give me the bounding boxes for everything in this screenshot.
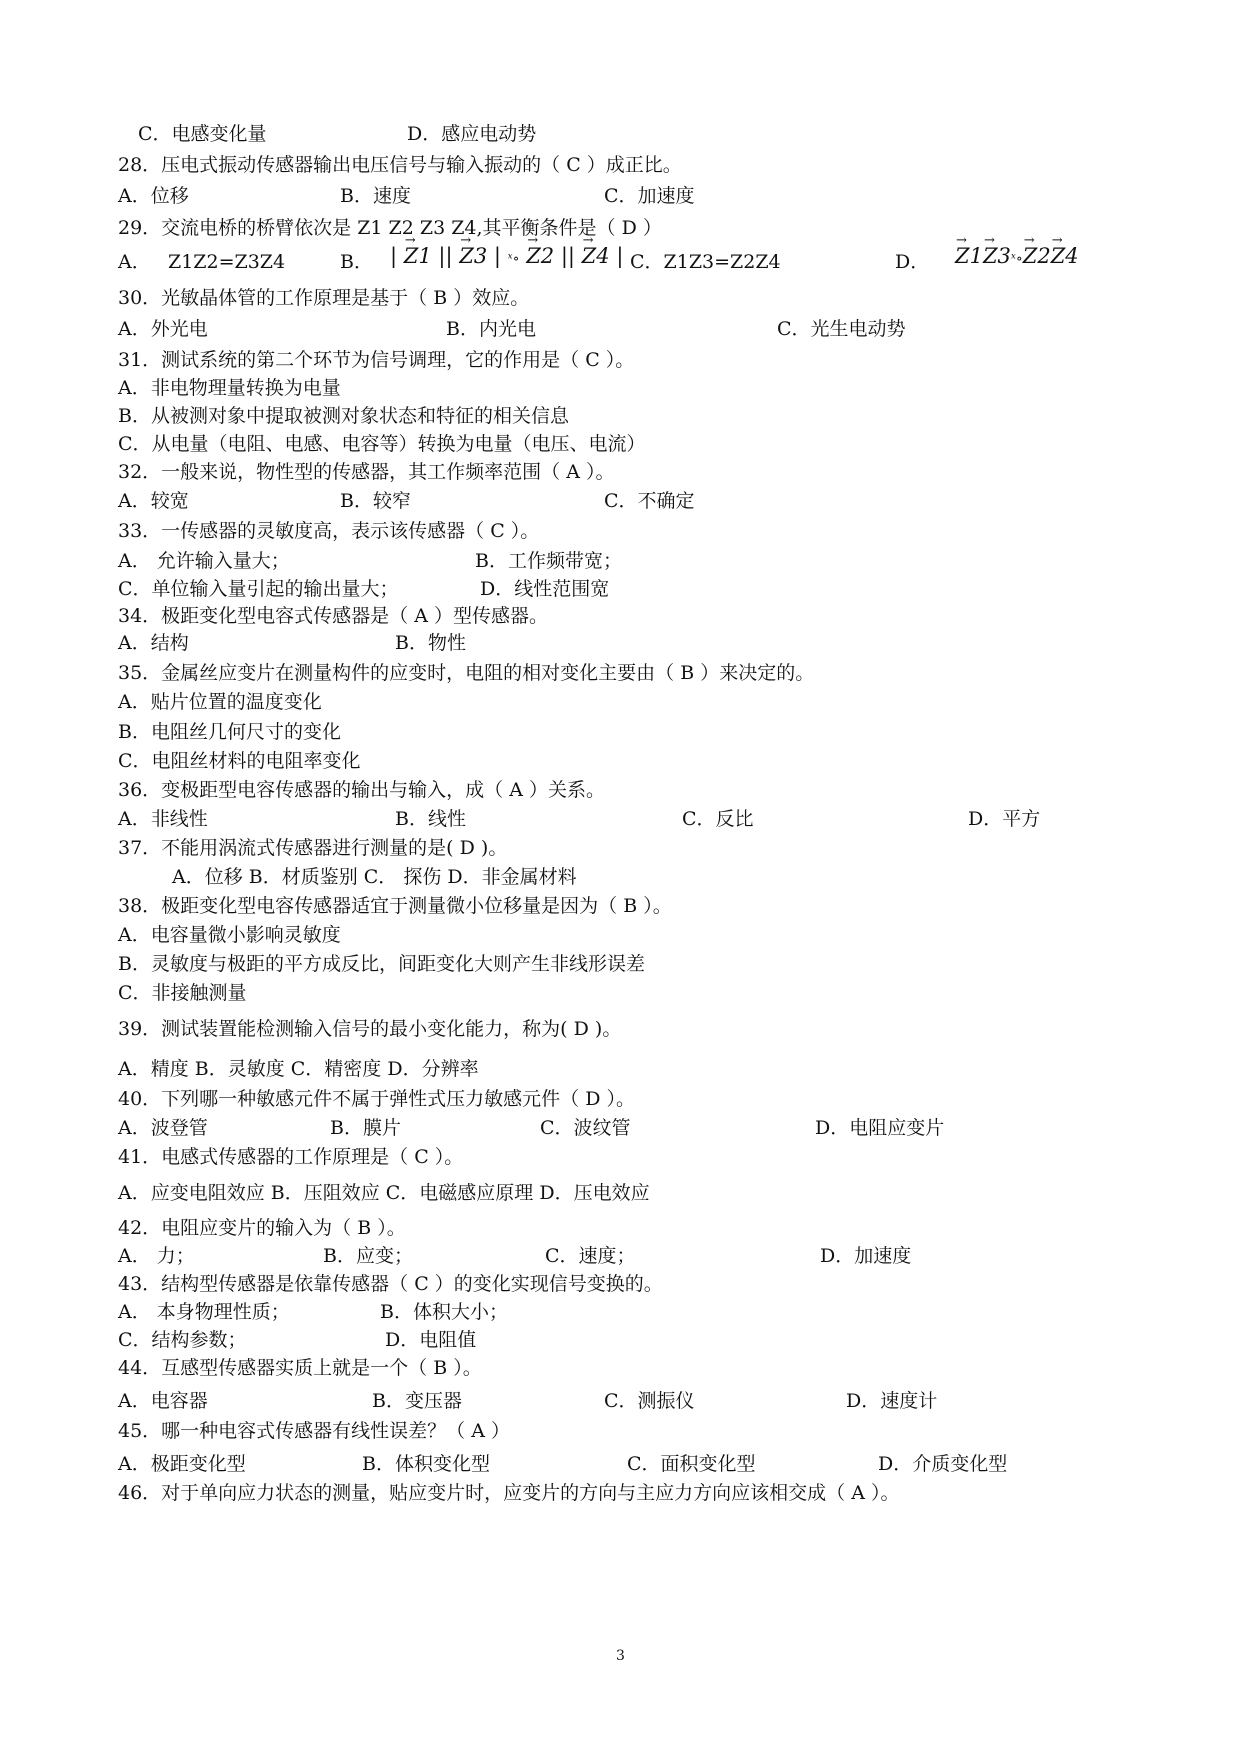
text-line xyxy=(0,118,1241,150)
text-segment: C．加速度 xyxy=(604,185,695,207)
text-segment: C．电阻丝材料的电阻率变化 xyxy=(118,750,361,772)
text-segment: 43．结构型传感器是依靠传感器（ C ）的变化实现信号变换的。 xyxy=(118,1273,663,1295)
text-segment: C．单位输入量引起的输出量大； xyxy=(118,578,399,600)
text-segment: 46．对于单向应力状态的测量，贴应变片时，应变片的方向与主应力方向应该相交成（ A ）。 xyxy=(118,1482,900,1504)
text-line xyxy=(0,313,1241,345)
text-line xyxy=(0,1083,1241,1115)
text-segment: A． 力； xyxy=(118,1245,195,1267)
text-line xyxy=(0,180,1241,212)
text-segment: A． 本身物理性质； xyxy=(118,1301,290,1323)
text-segment: C．光生电动势 xyxy=(777,318,906,340)
vector-z4: → Z4 xyxy=(582,240,610,272)
text-segment: 32．一般来说，物性型的传感器，其工作频率范围（ A ）。 xyxy=(118,461,615,483)
text-segment: B．线性 xyxy=(395,808,466,830)
parallel-bar: || xyxy=(438,244,453,268)
text-line xyxy=(0,1448,1241,1480)
text-segment: D．平方 xyxy=(968,808,1041,830)
vector-z4: → Z4 xyxy=(1051,240,1079,272)
text-line xyxy=(0,919,1241,951)
text-segment: B．体积大小； xyxy=(380,1301,508,1323)
abs-bar: | xyxy=(390,244,398,268)
text-segment: B．物性 xyxy=(395,632,466,654)
text-segment: 29．交流电桥的桥臂依次是 Z1 Z2 Z3 Z4,其平衡条件是（ D ） xyxy=(118,217,662,239)
text-segment: A．应变电阻效应 B．压阻效应 C．电磁感应原理 D．压电效应 xyxy=(118,1182,650,1204)
text-segment: B．工作频带宽； xyxy=(475,550,622,572)
text-segment: 42．电阻应变片的输入为（ B ）。 xyxy=(118,1217,406,1239)
text-line xyxy=(0,890,1241,922)
abs-bar: | xyxy=(493,244,501,268)
text-segment: D．感应电动势 xyxy=(407,123,537,145)
text-segment: C．波纹管 xyxy=(540,1117,631,1139)
text-segment: C．电感变化量 xyxy=(138,123,267,145)
text-line xyxy=(0,1352,1241,1384)
text-line xyxy=(0,774,1241,806)
text-segment: C．结构参数； xyxy=(118,1329,247,1351)
text-segment: 30．光敏晶体管的工作原理是基于（ B ）效应。 xyxy=(118,287,530,309)
text-segment: B．速度 xyxy=(340,185,411,207)
text-line xyxy=(0,515,1241,547)
text-line xyxy=(0,149,1241,181)
text-segment: B．内光电 xyxy=(446,318,536,340)
text-segment: D．电阻应变片 xyxy=(815,1117,945,1139)
text-segment: 45．哪一种电容式传感器有线性误差？（ A ） xyxy=(118,1420,510,1442)
text-line xyxy=(0,1112,1241,1144)
text-segment: A．极距变化型 xyxy=(118,1453,246,1475)
text-segment: B．电阻丝几何尺寸的变化 xyxy=(118,721,341,743)
text-segment: A．波登管 xyxy=(118,1117,208,1139)
text-segment: A．非线性 xyxy=(118,808,208,830)
text-segment: D．加速度 xyxy=(820,1245,912,1267)
text-segment: C．非接触测量 xyxy=(118,982,247,1004)
text-line xyxy=(0,1415,1241,1447)
text-segment: B．从被测对象中提取被测对象状态和特征的相关信息 xyxy=(118,405,569,427)
text-line xyxy=(0,456,1241,488)
text-segment: 38．极距变化型电容传感器适宜于测量微小位移量是因为（ B ）。 xyxy=(118,895,672,917)
vector-z3: → Z3 xyxy=(983,240,1011,272)
text-segment: 34．极距变化型电容式传感器是（ A ）型传感器。 xyxy=(118,605,548,627)
vector-z1: → Z1 xyxy=(955,240,983,272)
q29-option-b-formula xyxy=(390,240,623,275)
text-segment: C．测振仪 xyxy=(604,1390,695,1412)
text-segment: A．贴片位置的温度变化 xyxy=(118,691,322,713)
abs-bar: | xyxy=(616,244,624,268)
text-segment: A．位移 B．材质鉴别 C． 探伤 D．非金属材料 xyxy=(172,866,577,888)
text-line xyxy=(0,832,1241,864)
text-segment: 28．压电式振动传感器输出电压信号与输入振动的（ C ）成正比。 xyxy=(118,154,682,176)
text-line xyxy=(0,657,1241,689)
text-line xyxy=(0,1385,1241,1417)
text-segment: A．非电物理量转换为电量 xyxy=(118,377,341,399)
text-segment: 35．金属丝应变片在测量构件的应变时，电阻的相对变化主要由（ B ）来决定的。 xyxy=(118,662,815,684)
vector-z2: → Z2 xyxy=(1023,240,1051,272)
text-segment: 37．不能用涡流式传感器进行测量的是( D )。 xyxy=(118,837,508,859)
text-segment: C．速度； xyxy=(545,1245,636,1267)
text-segment: A．电容量微小影响灵敏度 xyxy=(118,924,341,946)
text-segment: C．从电量（电阻、电感、电容等）转换为电量（电压、电流） xyxy=(118,433,646,455)
q29-option-d-formula xyxy=(955,240,1079,275)
text-segment: 33．一传感器的灵敏度高，表示该传感器（ C ）。 xyxy=(118,520,540,542)
text-segment: C．面积变化型 xyxy=(627,1453,756,1475)
text-segment: A．电容器 xyxy=(118,1390,208,1412)
text-segment: A．外光电 xyxy=(118,318,208,340)
text-line xyxy=(0,1013,1241,1045)
text-line xyxy=(0,861,1241,893)
text-segment: 31．测试系统的第二个环节为信号调理，它的作用是（ C ）。 xyxy=(118,349,635,371)
text-line xyxy=(0,745,1241,777)
text-line xyxy=(0,627,1241,659)
text-segment: 44．互感型传感器实质上就是一个（ B ）。 xyxy=(118,1357,482,1379)
text-segment: B．较窄 xyxy=(340,490,411,512)
text-segment: D．介质变化型 xyxy=(878,1453,1008,1475)
text-segment: A．精度 B．灵敏度 C．精密度 D．分辨率 xyxy=(118,1058,479,1080)
page-number: 3 xyxy=(616,1648,625,1664)
text-segment: D．电阻值 xyxy=(385,1329,477,1351)
q29-option-b-label: B． xyxy=(340,251,373,273)
text-line xyxy=(0,716,1241,748)
text-segment: A．结构 xyxy=(118,632,189,654)
q29-option-d-label: D． xyxy=(895,251,930,273)
q29-option-a-text: Z1Z2=Z3Z4 xyxy=(168,251,286,273)
parallel-bar: || xyxy=(560,244,575,268)
text-segment: C．反比 xyxy=(682,808,754,830)
text-segment: C．不确定 xyxy=(604,490,695,512)
text-segment: 39．测试装置能检测输入信号的最小变化能力，称为( D )。 xyxy=(118,1018,622,1040)
text-segment: 40．下列哪一种敏感元件不属于弹性式压力敏感元件（ D ）。 xyxy=(118,1088,635,1110)
text-line xyxy=(0,485,1241,517)
text-line xyxy=(0,1053,1241,1085)
text-segment: B．膜片 xyxy=(330,1117,401,1139)
text-segment: B．变压器 xyxy=(372,1390,462,1412)
text-segment: 36．变极距型电容传感器的输出与输入，成（ A ）关系。 xyxy=(118,779,605,801)
text-line xyxy=(0,1177,1241,1209)
text-segment: D．线性范围宽 xyxy=(480,578,610,600)
text-line xyxy=(0,282,1241,314)
text-segment: B．应变； xyxy=(323,1245,413,1267)
vector-z1: → Z1 xyxy=(404,240,432,272)
text-line xyxy=(0,803,1241,835)
q29-option-a-label: A． xyxy=(118,251,151,273)
text-segment: D．速度计 xyxy=(846,1390,938,1412)
text-line xyxy=(0,977,1241,1009)
text-segment: 41．电感式传感器的工作原理是（ C ）。 xyxy=(118,1146,464,1168)
text-segment: A． 允许输入量大； xyxy=(118,550,290,572)
text-segment: A．位移 xyxy=(118,185,189,207)
q29-options-row xyxy=(0,240,1241,280)
multiply-glyph: ˣ∘ xyxy=(1010,251,1023,267)
text-line xyxy=(0,1141,1241,1173)
text-segment: A．较宽 xyxy=(118,490,189,512)
text-segment: B．体积变化型 xyxy=(362,1453,490,1475)
text-line xyxy=(0,1477,1241,1509)
text-line xyxy=(0,686,1241,718)
text-segment: B．灵敏度与极距的平方成反比，间距变化大则产生非线形误差 xyxy=(118,953,645,975)
vector-z2: → Z2 xyxy=(526,240,554,272)
q29-option-c: C．Z1Z3=Z2Z4 xyxy=(630,251,781,273)
vector-z3: → Z3 xyxy=(459,240,487,272)
text-line xyxy=(0,948,1241,980)
multiply-glyph: ˣ∘ xyxy=(507,251,520,267)
